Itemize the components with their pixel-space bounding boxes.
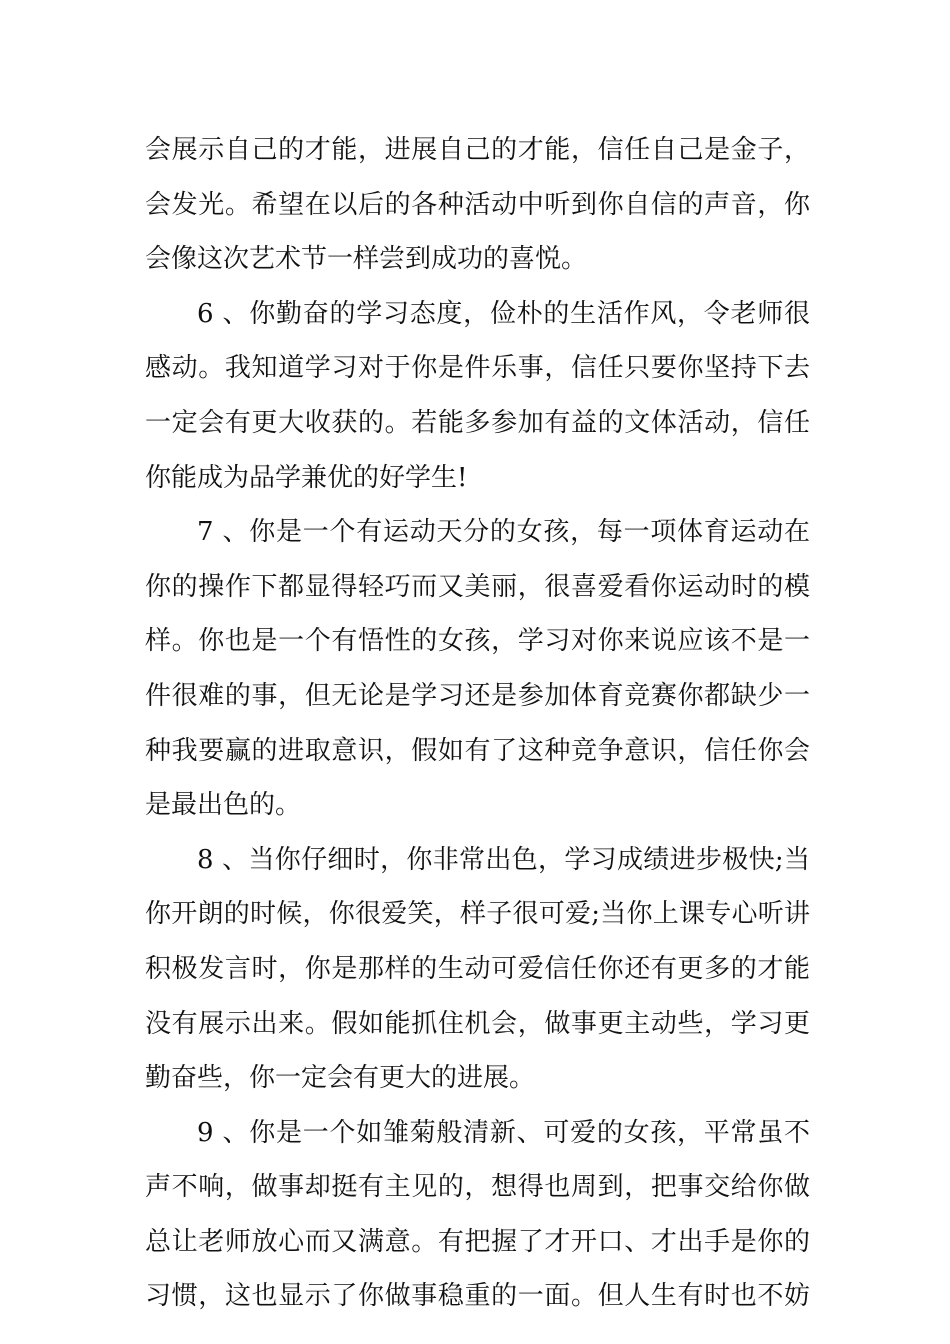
paragraph-9-first-line: 9 、你是一个如雏菊般清新、可爱的女孩，平常虽不 <box>197 1117 810 1148</box>
paragraph-6-first-line: 6 、你勤奋的学习态度，俭朴的生活作风，令老师很 <box>197 298 810 329</box>
text-line: 一定会有更大收获的。若能多参加有益的文体活动，信任 <box>145 407 810 438</box>
text-line: 是最出色的。 <box>145 790 302 821</box>
text-line: 感动。我知道学习对于你是件乐事，信任只要你坚持下去 <box>145 353 810 384</box>
text-line: 你能成为品学兼优的好学生! <box>145 462 468 493</box>
document-body <box>145 123 810 1324</box>
text-line: 总让老师放心而又满意。有把握了才开口、才出手是你的 <box>145 1226 810 1257</box>
text-line: 没有展示出来。假如能抓住机会，做事更主动些，学习更 <box>145 1008 810 1039</box>
text-line: 习惯，这也显示了你做事稳重的一面。但人生有时也不妨 <box>145 1281 810 1312</box>
text-line: 会发光。希望在以后的各种活动中听到你自信的声音，你 <box>145 189 810 220</box>
text-line: 件很难的事，但无论是学习还是参加体育竞赛你都缺少一 <box>145 680 810 711</box>
text-line: 勤奋些，你一定会有更大的进展。 <box>145 1063 536 1094</box>
text-line: 样。你也是一个有悟性的女孩，学习对你来说应该不是一 <box>145 626 810 657</box>
text-line: 种我要赢的进取意识，假如有了这种竞争意识，信任你会 <box>145 735 810 766</box>
paragraph-7-first-line: 7 、你是一个有运动天分的女孩，每一项体育运动在 <box>197 517 810 548</box>
paragraph-8-first-line: 8 、当你仔细时，你非常出色，学习成绩进步极快;当 <box>197 844 810 875</box>
text-line: 你的操作下都显得轻巧而又美丽，很喜爱看你运动时的模 <box>145 571 810 602</box>
text-line: 积极发言时，你是那样的生动可爱信任你还有更多的才能 <box>145 953 810 984</box>
text-line: 声不响，做事却挺有主见的，想得也周到，把事交给你做 <box>145 1172 810 1203</box>
text-line: 会像这次艺术节一样尝到成功的喜悦。 <box>145 244 588 275</box>
text-line: 会展示自己的才能，进展自己的才能，信任自己是金子， <box>145 135 810 165</box>
text-line: 你开朗的时候，你很爱笑，样子很可爱;当你上课专心听讲 <box>145 899 810 930</box>
